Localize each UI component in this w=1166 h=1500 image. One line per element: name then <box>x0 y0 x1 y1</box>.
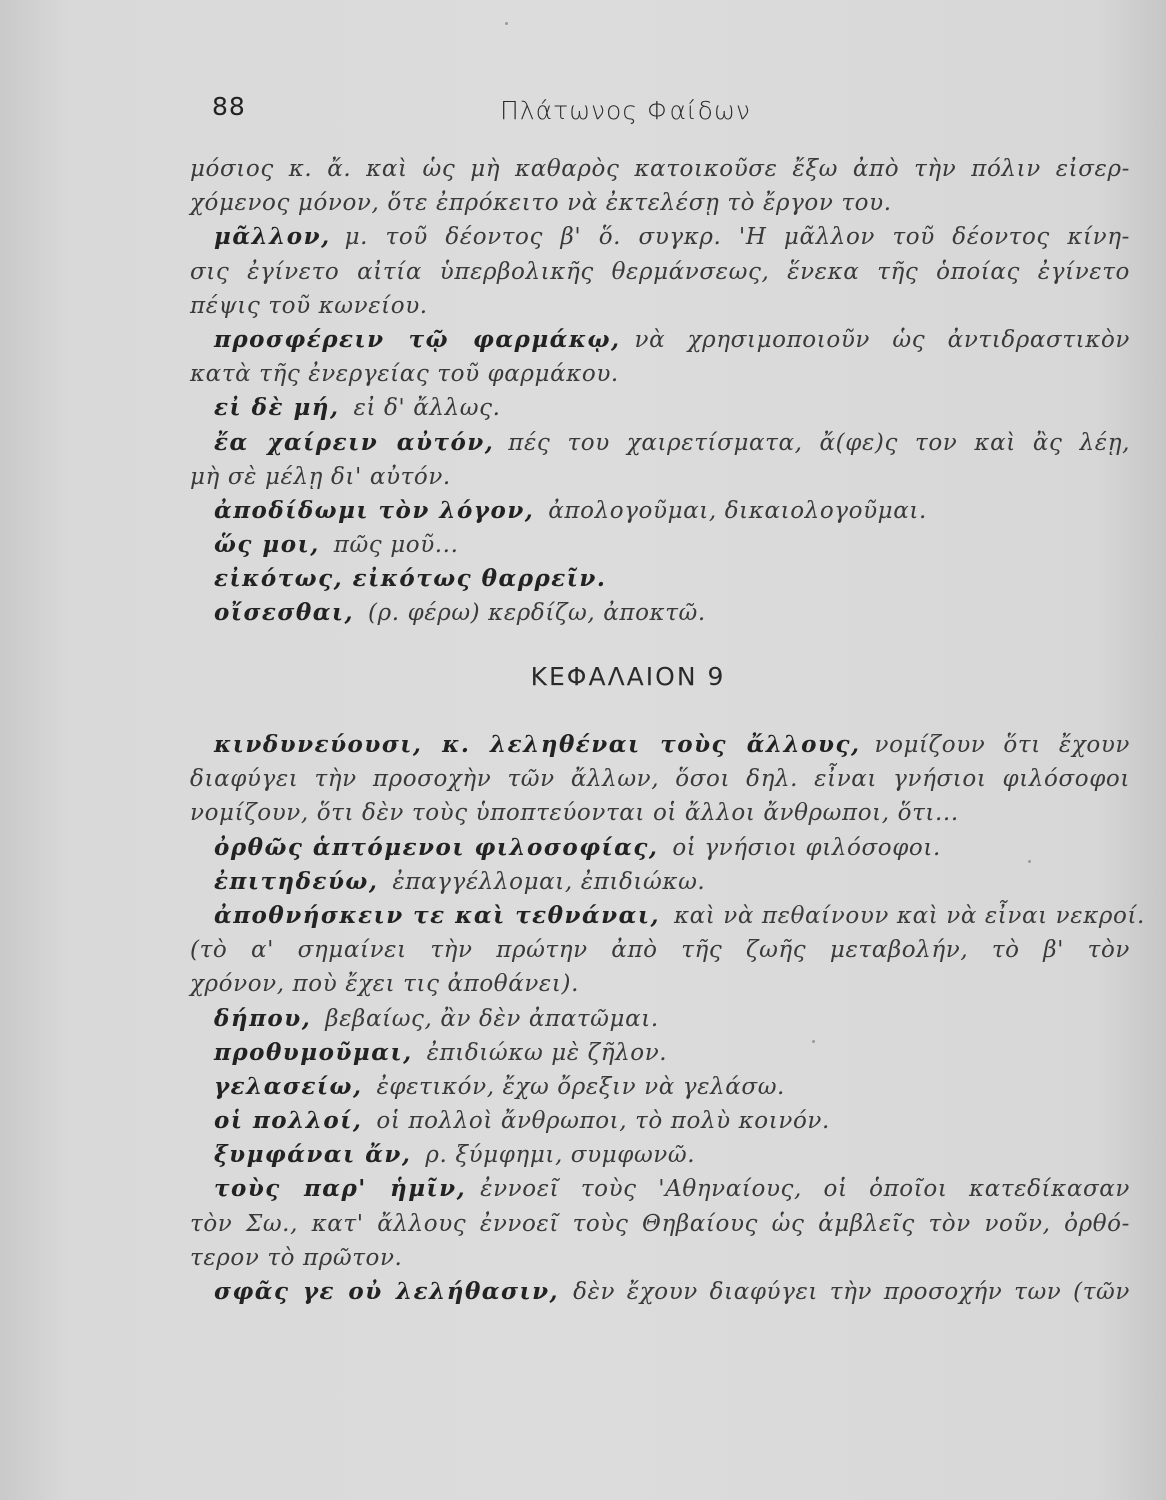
gloss-text: νὰ χρησιμοποιοῦν ὡς ἀντιδραστικὸν <box>634 326 1130 353</box>
running-title: Πλάτωνος Φαίδων <box>500 96 751 125</box>
gloss-text: κατὰ τῆς ἐνεργείας τοῦ φαρμάκου. <box>190 361 619 388</box>
gloss-text: δὲν ἔχουν διαφύγει τὴν προσοχήν των (τῶν <box>573 1279 1130 1305</box>
lemma-term: μᾶλλον, <box>214 223 331 251</box>
lemma-term: οἴσεσθαι, <box>214 599 355 627</box>
lemma-term: ὀρθῶς ἁπτόμενοι φιλοσοφίας, <box>214 833 659 861</box>
entry-line <box>190 494 1130 528</box>
entry-line <box>190 1241 1130 1275</box>
paper-speck <box>1028 860 1031 863</box>
lemma-term: δήπου, <box>214 1004 312 1032</box>
gloss-text: ρ. ξύμφημι, συμφωνῶ. <box>425 1142 696 1169</box>
lemma-term: ἀποθνήσκειν τε καὶ τεθνάναι, <box>214 901 660 929</box>
lemma-term: ξυμφάναι ἄν, <box>214 1141 412 1169</box>
gloss-text: οἱ πολλοὶ ἄνθρωποι, τὸ πολὺ κοινόν. <box>376 1108 830 1135</box>
lemma-term: σφᾶς γε οὐ λελήθασιν, <box>214 1278 560 1305</box>
lemma-term: ἀποδίδωμι τὸν λόγον, <box>214 496 535 524</box>
gloss-text: χρόνον, ποὺ ἔχει τις ἀποθάνει). <box>190 971 579 998</box>
gloss-text: ἐπιδιώκω μὲ ζῆλον. <box>426 1039 668 1066</box>
lemma-term: προθυμοῦμαι, <box>214 1038 413 1066</box>
entry-line <box>190 357 1130 391</box>
entry-line <box>190 255 1130 289</box>
entry-line <box>190 528 1130 562</box>
entry-line <box>190 460 1130 494</box>
chapter-heading: ΚΕΦΑΛΑΙΟΝ 9 <box>530 662 726 691</box>
lemma-term: ἐπιτηδεύω, <box>214 867 379 895</box>
gloss-text: νομίζουν, ὅτι δὲν τοὺς ὑποπτεύονται οἱ ἄλλοι ἄνθρωποι, ὅτι... <box>190 800 959 827</box>
lemma-term: οἱ πολλοί, <box>214 1107 363 1135</box>
glossary-section-2 <box>190 728 1145 1309</box>
lemma-term: ἔα χαίρειν αὐτόν, <box>214 428 495 456</box>
lemma-term: ὥς μοι, <box>214 531 320 559</box>
lemma-term: γελασείω, <box>214 1072 363 1100</box>
page-header <box>212 92 772 132</box>
entry-line <box>190 426 1130 460</box>
entry-line <box>190 1207 1130 1241</box>
gloss-text: εἰ δ' ἄλλως. <box>353 395 501 422</box>
gloss-text: πέψις τοῦ κωνείου. <box>190 292 428 319</box>
entry-line <box>190 728 1130 762</box>
lemma-term: κινδυνεύουσι, κ. λεληθέναι τοὺς ἄλλους, <box>214 731 861 758</box>
lemma-term: προσφέρειν τῷ φαρμάκῳ, <box>214 325 621 353</box>
paper-speck <box>812 1040 815 1043</box>
gloss-text: (ρ. φέρω) κερδίζω, ἀποκτῶ. <box>368 600 706 627</box>
entry-line <box>190 1138 1130 1172</box>
page-number: 88 <box>212 92 246 121</box>
gloss-text: σις ἐγίνετο αἰτία ὑπερβολικῆς θερμάνσεως, ἕνεκα τῆς ὁποίας ἐγίνετο <box>190 258 1130 285</box>
gloss-text: ἐφετικόν, ἔχω ὄρεξιν νὰ γελάσω. <box>376 1073 785 1100</box>
entry-line <box>190 1070 1130 1104</box>
gloss-text: τὸν Σω., κατ' ἄλλους ἐννοεῖ τοὺς Θηβαίους ὡς ἀμβλεῖς τὸν νοῦν, ὀρθό- <box>190 1210 1130 1237</box>
entry-line <box>190 1104 1130 1138</box>
entry-line <box>190 967 1130 1001</box>
gloss-text: μ. τοῦ δέοντος β' ὅ. συγκρ. 'Η μᾶλλον τοῦ δέοντος κίνη- <box>344 224 1130 251</box>
gloss-text: νομίζουν ὅτι ἔχουν <box>874 732 1130 758</box>
entry-line <box>190 562 1130 596</box>
entry-line <box>190 323 1130 357</box>
gloss-text: χόμενος μόνον, ὅτε ἐπρόκειτο νὰ ἐκτελέσῃ τὸ ἔργον του. <box>190 190 892 217</box>
entry-line <box>190 289 1130 323</box>
lemma-term: εἰκότως, εἰκότως θαρρεῖν. <box>214 565 607 593</box>
entry-line <box>190 391 1130 425</box>
gloss-text: (τὸ α' σημαίνει τὴν πρώτην ἀπὸ τῆς ζωῆς μεταβολήν, τὸ β' τὸν <box>190 937 1130 964</box>
entry-line <box>190 1036 1130 1070</box>
gloss-text: μόσιος κ. ἄ. καὶ ὡς μὴ καθαρὸς κατοικοῦσε ἔξω ἀπὸ τὴν πόλιν εἰσερ- <box>190 156 1130 182</box>
entry-line <box>190 1172 1130 1206</box>
gloss-text: βεβαίως, ἂν δὲν ἀπατῶμαι. <box>325 1005 659 1032</box>
entry-line <box>190 1275 1130 1309</box>
gloss-text: τερον τὸ πρῶτον. <box>190 1244 403 1271</box>
gloss-text: διαφύγει τὴν προσοχὴν τῶν ἄλλων, ὅσοι δηλ. εἶναι γνήσιοι φιλόσοφοι <box>190 766 1130 793</box>
gloss-text: μὴ σὲ μέλῃ δι' αὐτόν. <box>190 463 451 490</box>
lemma-term: εἰ δὲ μή, <box>214 394 340 422</box>
gloss-text: ἐννοεῖ τοὺς 'Αθηναίους, οἱ ὁποῖοι κατεδίκασαν <box>480 1176 1130 1203</box>
entry-line <box>190 1002 1130 1036</box>
entry-line <box>190 831 1130 865</box>
paper-speck <box>505 22 508 25</box>
entry-line <box>190 762 1130 796</box>
lemma-term: τοὺς παρ' ἡμῖν, <box>214 1175 467 1203</box>
gloss-text: καὶ νὰ πεθαίνουν καὶ νὰ εἶναι νεκροί. <box>673 902 1145 929</box>
gloss-text: ἐπαγγέλλομαι, ἐπιδιώκω. <box>392 868 706 895</box>
entry-line <box>190 899 1145 933</box>
entry-line <box>190 596 1130 630</box>
entry-line <box>190 933 1130 967</box>
entry-line <box>190 220 1130 254</box>
entry-line <box>190 186 1130 220</box>
gloss-text: πῶς μοῦ... <box>333 532 459 559</box>
entry-line <box>190 865 1130 899</box>
entry-line <box>190 152 1130 186</box>
gloss-text: οἱ γνήσιοι φιλόσοφοι. <box>672 834 941 861</box>
gloss-text: πές του χαιρετίσματα, ἄ(φε)ς τον καὶ ἂς λέῃ, <box>508 429 1130 456</box>
entry-line <box>190 796 1130 830</box>
glossary-section-1 <box>190 152 1130 631</box>
gloss-text: ἀπολογοῦμαι, δικαιολογοῦμαι. <box>548 497 927 524</box>
